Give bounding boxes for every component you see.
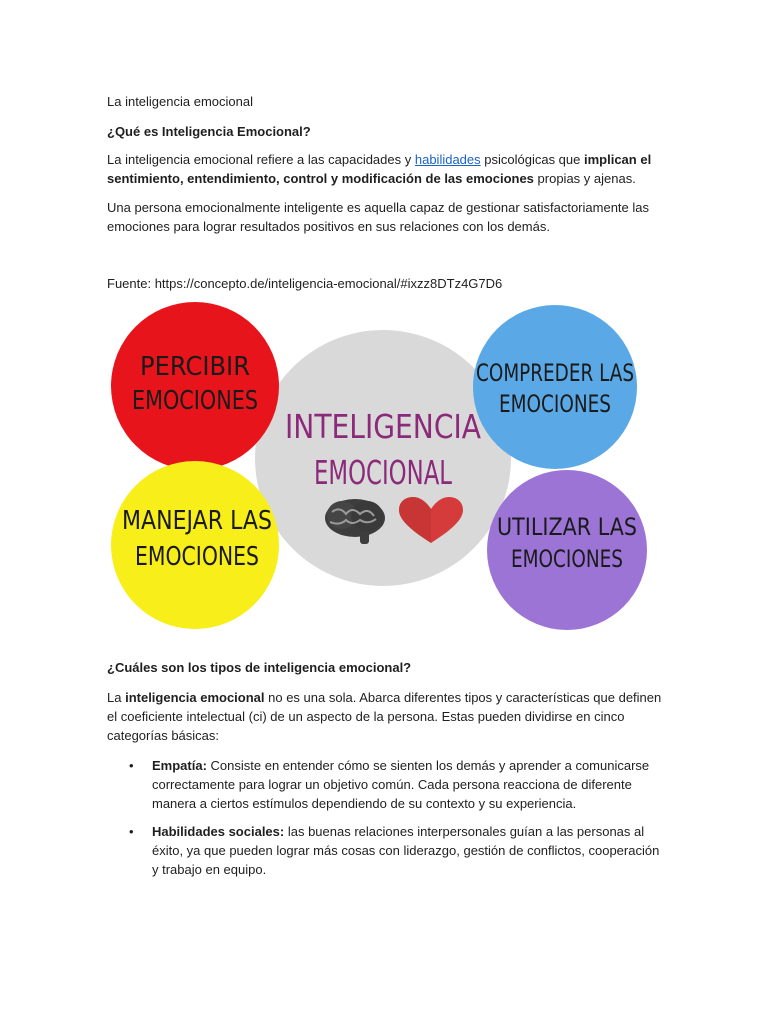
list-item <box>107 756 663 813</box>
para1-text-2: psicológicas que <box>480 152 584 167</box>
bullet-term: Empatía: <box>152 758 207 773</box>
para3-text-1: La <box>107 690 126 705</box>
habilidades-link[interactable]: habilidades <box>414 152 481 167</box>
para1-bold: implican el sentimiento, entendimiento, control y modificación de las emociones <box>107 152 652 186</box>
bullet-text: Consiste en entender cómo se sienten los demás y aprender a comunicarse correctamente para lograr un objetivo común. Cada persona reacciona de diferente manera a ciertos estímulos dependiendo de su contexto y su experiencia. <box>152 758 650 811</box>
center-label-line1: INTELIGENCIA <box>285 407 482 446</box>
bullet-text: las buenas relaciones interpersonales guían a las personas al éxito, ya que pueden lograr más cosas con liderazgo, gestión de conflictos, cooperación y trabajo en equipo. <box>152 824 660 877</box>
bullet-dot-icon: • <box>129 758 134 773</box>
document-title: La inteligencia emocional <box>107 94 253 109</box>
para1-text-3: propias y ajenas. <box>533 171 636 186</box>
paragraph-types-intro <box>107 688 663 745</box>
comprender-line1: COMPREDER LAS <box>476 359 634 387</box>
para1-text-1: La inteligencia emocional refiere a las capacidades y <box>107 152 415 167</box>
bullet-term: Habilidades sociales: <box>152 824 285 839</box>
para3-text-2: no es una sola. Abarca diferentes tipos y características que definen el coeficiente intelectual (ci) de un aspecto de la persona. Estas pueden dividirse en cinco categorías básicas: <box>107 690 662 743</box>
types-bullet-list <box>107 756 663 888</box>
utilizar-line2: EMOCIONES <box>511 545 623 573</box>
source-line: Fuente: https://concepto.de/inteligencia-emocional/#ixzz8DTz4G7D6 <box>107 276 503 291</box>
percibir-line2: EMOCIONES <box>132 386 258 416</box>
manejar-line2: EMOCIONES <box>135 542 259 572</box>
circle-comprender <box>473 305 637 469</box>
emotional-intelligence-diagram <box>107 305 657 620</box>
comprender-line2: EMOCIONES <box>499 390 611 418</box>
manejar-line1: MANEJAR LAS <box>122 506 272 536</box>
paragraph-emotional-person: Una persona emocionalmente inteligente es aquella capaz de gestionar satisfactoriamente las emociones para lograr resultados positivos en sus relaciones con los demás. <box>107 200 649 234</box>
utilizar-line1: UTILIZAR LAS <box>497 513 637 541</box>
paragraph-definition <box>107 150 663 188</box>
para3-bold: inteligencia emocional <box>125 690 265 705</box>
heading-types: ¿Cuáles son los tipos de inteligencia emocional? <box>107 660 412 675</box>
percibir-line1: PERCIBIR <box>140 352 250 382</box>
heading-what-is: ¿Qué es Inteligencia Emocional? <box>107 124 311 139</box>
list-item <box>107 822 663 879</box>
bullet-dot-icon: • <box>129 824 134 839</box>
center-label-line2: EMOCIONAL <box>314 453 453 492</box>
